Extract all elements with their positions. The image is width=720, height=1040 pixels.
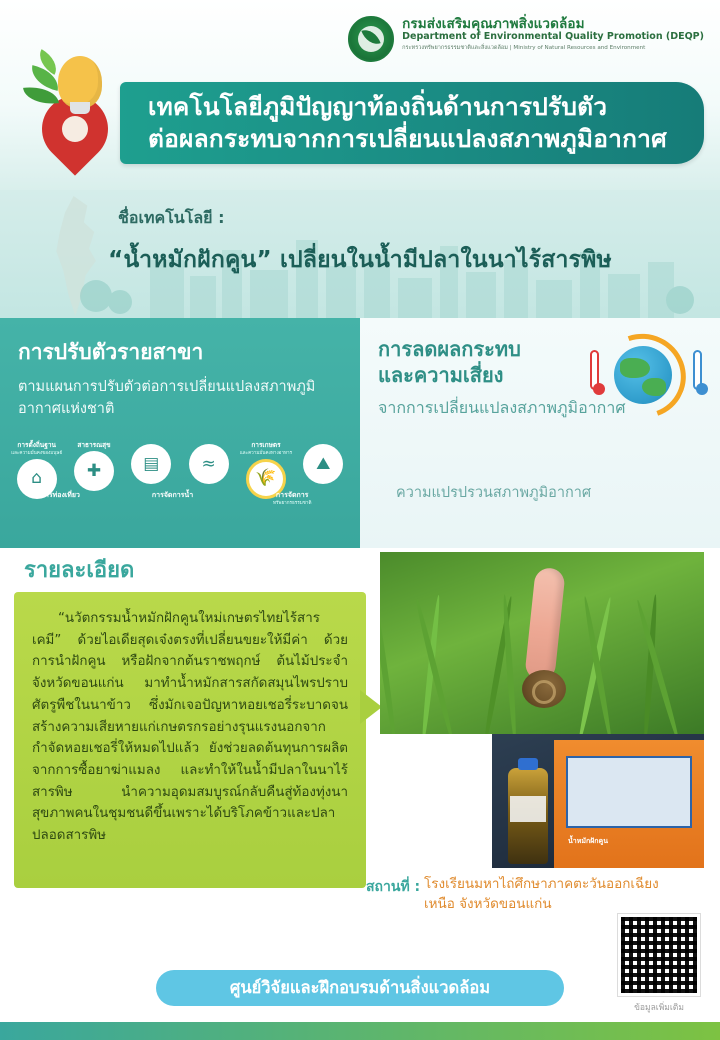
adaptation-sector-panel [0, 318, 360, 548]
organization-text [402, 16, 704, 51]
sector-label: การตั้งถิ่นฐาน [17, 441, 56, 449]
lightbulb-icon [58, 56, 102, 108]
org-name-en: Department of Environmental Quality Promotion (DEQP) [402, 31, 704, 43]
qr-code-icon[interactable] [618, 914, 700, 996]
sector-tourism-label: การท่องเที่ยว [40, 491, 80, 499]
header-section [0, 0, 720, 190]
sector-sublabel: และความมั่นคงของมนุษย์ [11, 451, 63, 457]
title-line-2: ต่อผลกระทบจากการเปลี่ยนแปลงสภาพภูมิอากาศ [148, 124, 667, 154]
technology-name-band [0, 190, 720, 318]
rice-field-snail-photo [380, 552, 704, 734]
bulb-pin-graphic [22, 52, 130, 202]
sector-water-mgmt-label: การจัดการน้ำ [151, 491, 194, 499]
poster-title [120, 82, 704, 164]
qr-caption: ข้อมูลเพิ่มเติม [634, 1003, 684, 1013]
sector-label: การเกษตร [251, 441, 281, 449]
sector-sublabel: และความมั่นคงทางอาหาร [239, 451, 293, 457]
city-icon: ▤ [131, 444, 171, 484]
title-line-1: เทคโนโลยีภูมิปัญญาท้องถิ่นด้านการปรับตัว [148, 92, 608, 121]
sector-bottom-row [8, 488, 352, 506]
sector-resource-mgmt-label: การจัดการ ทรัพยากรธรรมชาติ [272, 491, 312, 506]
house-icon: ⌂ [17, 459, 57, 499]
sector-icon-row [8, 442, 352, 542]
water-icon: ≈ [189, 444, 229, 484]
flower-spike [524, 567, 566, 682]
fermented-bottle-exhibit-photo [492, 734, 704, 868]
agriculture-icon: 🌾 [246, 459, 286, 499]
mitigation-title-1: การลดผลกระทบ [378, 337, 521, 361]
nature-icon: ⛰ [303, 444, 343, 484]
adaptation-subtitle: ตามแผนการปรับตัวต่อการเปลี่ยนแปลงสภาพภูมิอากาศแห่งชาติ [18, 379, 316, 417]
footer-organization-pill [156, 970, 564, 1006]
thermometer-hot-icon [590, 350, 599, 390]
exhibit-caption: น้ำหมักฝักคูน [568, 837, 608, 845]
organization-block [348, 16, 704, 62]
globe-icon [614, 346, 672, 404]
place-label: สถานที่ : [366, 879, 421, 895]
mitigation-title-2: และความเสี่ยง [378, 363, 504, 387]
sector-label: สาธารณสุข [77, 441, 111, 449]
climate-variability-note: ความแปรปรวนสภาพภูมิอากาศ [396, 485, 592, 501]
org-name-th: กรมส่งเสริมคุณภาพสิ่งแวดล้อม [402, 16, 585, 32]
mitigation-subtitle: จากการเปลี่ยนแปลงสภาพภูมิอากาศ [378, 398, 626, 417]
mitigation-panel [360, 318, 720, 548]
snail-icon [522, 670, 566, 708]
place-value: โรงเรียนมหาไถ่ศึกษาภาคตะวันออกเฉียงเหนือ จังหวัดขอนแก่น [424, 876, 659, 913]
technology-name-value: “น้ำหมักฝักคูน” เปลี่ยนในน้ำมีปลาในนาไร้สารพิษ [108, 247, 612, 273]
detail-heading: รายละเอียด [24, 558, 135, 583]
detail-arrow-icon [360, 690, 382, 724]
detail-body-text: “นวัตกรรมน้ำหมักฝักคูนใหม่เกษตรไทยไร้สารเคมี” ด้วยไอเดียสุดเจ๋งตรงที่เปลี่ยนขยะให้มีค่า ด้วยการนำฝักคูน หรือฝักจากต้นราชพฤกษ์ ต้นไม้ประจำจังหวัดขอนแก่น มาทำน้ำหมักสารสกัดสมุนไพรปราบศัตรูพืชในนาข้าว ซึ่งมักเจอปัญหาหอยเชอรี่ระบาดจนสร้างความเสียหายแก่เกษตรกรอย่างรุนแรงนอกจากกำจัดหอยเชอรี่ให้หมดไปแล้ว ยังช่วยลดต้นทุนการผลิตจากการซื้อยาฆ่าแมลง และทำให้ในน้ำมีปลาในนาไร้สารพิษ นำความอุดมสมบูรณ์กลับคืนสู่ท้องทุ่งนา สุขภาพคนในชุมชนดีขึ้นเพราะได้บริโภคข้าวและปลาปลอดสารพิษ [32, 611, 348, 844]
org-ministry: กระทรวงทรัพยากรธรรมชาติและสิ่งแวดล้อม | Ministry of Natural Resources and Environment [402, 44, 646, 51]
technology-name-label: ชื่อเทคโนโลยี : [118, 208, 225, 227]
footer-color-bar [0, 1022, 720, 1040]
adaptation-title: การปรับตัวรายสาขา [18, 340, 204, 364]
detail-box [14, 592, 366, 888]
climate-graphic [588, 332, 700, 428]
footer-label: ศูนย์วิจัยและฝึกอบรมด้านสิ่งแวดล้อม [229, 978, 491, 997]
exhibit-board [554, 740, 704, 868]
deqp-seal-icon [348, 16, 394, 62]
health-icon: ✚ [74, 451, 114, 491]
thermometer-cold-icon [693, 350, 702, 390]
